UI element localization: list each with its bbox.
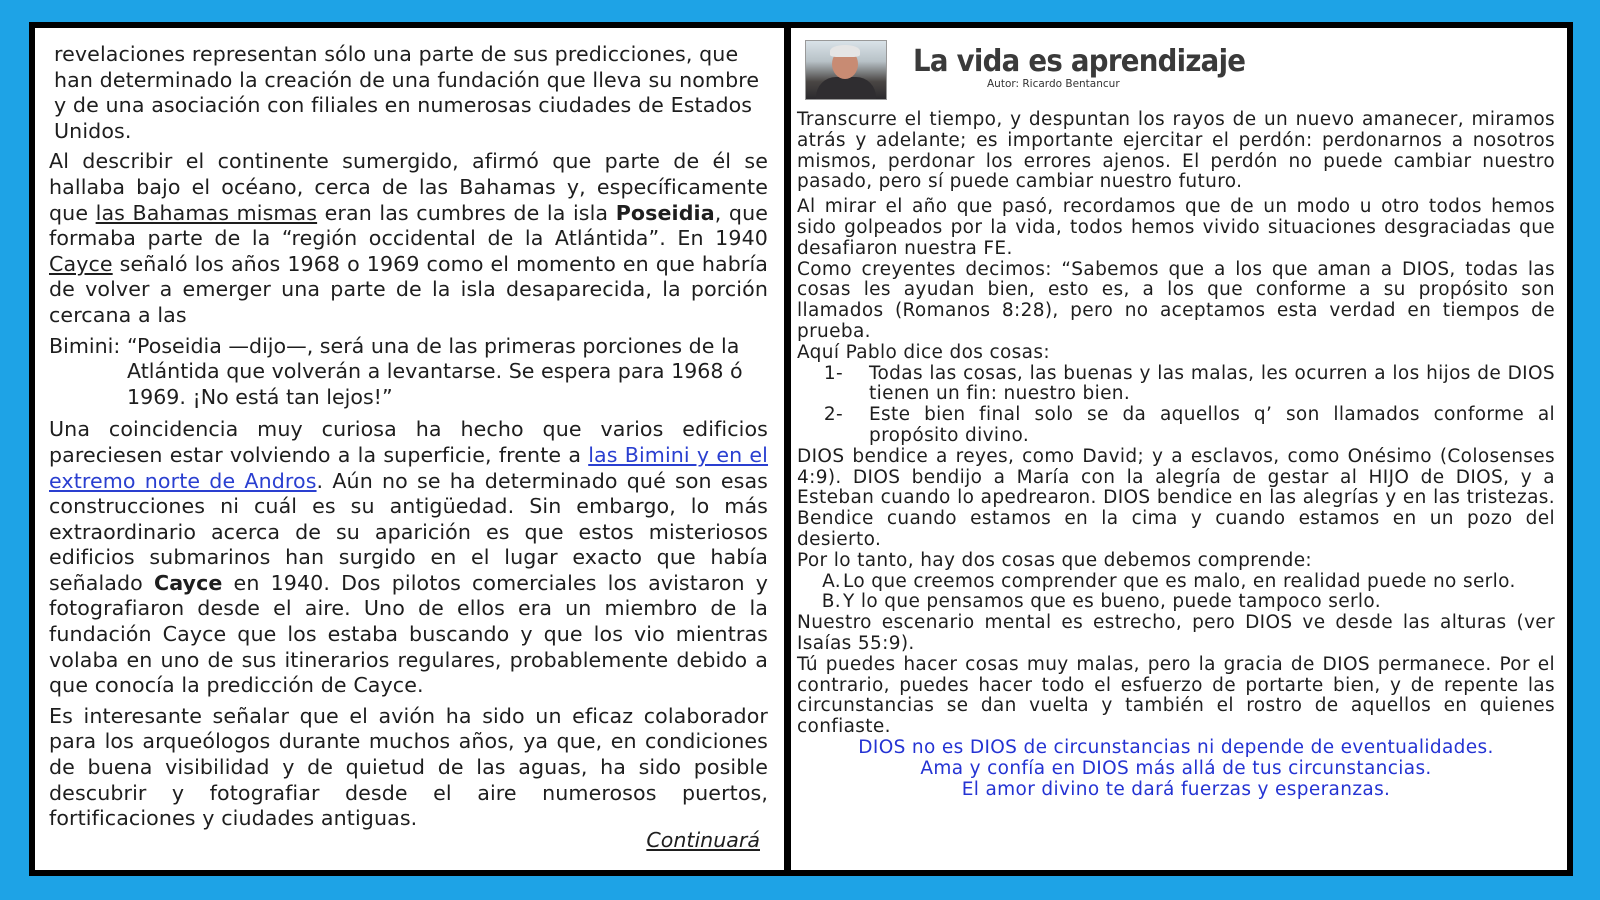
- article-title: La vida es aprendizaje: [913, 44, 1246, 79]
- paragraph: revelaciones representan sólo una parte de sus predicciones, que han determinado la creación de una fundación que lleva su nombre y de una asociación con filiales en numerosas ciudades de Estados Unidos.: [54, 42, 760, 143]
- paragraph: Tú puedes hacer cosas muy malas, pero la gracia de DIOS permanece. Por el contrario, puedes hacer todo el esfuerzo de portarte bien, y de repente las circunstancias se dan vuelta y también el rostro de aquellos en quienes confiaste.: [797, 653, 1555, 738]
- bimini-link[interactable]: las Bimini y en el extremo norte de Andros: [49, 442, 769, 493]
- paragraph: Aquí Pablo dice dos cosas:: [797, 341, 1050, 363]
- closing-line: DIOS no es DIOS de circunstancias ni depende de eventualidades.: [858, 736, 1494, 758]
- list-item: B. Y lo que pensamos que es bueno, puede tampoco serlo.: [821, 591, 1381, 613]
- page-frame: [29, 22, 1573, 876]
- quote-text: “Poseidia —dijo—, será una de las primeras porciones de la Atlántida que volverán a levantarse. Se espera para 1968 ó 1969. ¡No está tan lejos!”: [127, 333, 743, 409]
- poseidia-bold: Poseidia: [615, 200, 715, 225]
- left-column: [35, 28, 784, 870]
- list-item: A. Lo que creemos comprender que es malo, en realidad puede no serlo.: [822, 570, 1516, 592]
- continue-link[interactable]: Continuará: [646, 828, 760, 852]
- author-photo: [805, 40, 887, 100]
- paragraph: Una coincidencia muy curiosa ha hecho que varios edificios pareciesen estar volviendo a la superficie, frente a las Bimini y en el extremo norte de Andros. Aún no se ha determinado qué son esas construcciones ni cuál es su antigüedad. Sin embargo, lo más extraordinario acerca de su aparición es que estos misteriosos edificios submarinos han surgido en el lugar exacto que había señalado Cayce en 1940. Dos pilotos comerciales los avistaron y fotografiaron desde el aire. Uno de ellos era un miembro de la fundación Cayce que los estaba buscando y que los vio mientras volaba en uno de sus itinerarios regulares, probablemente debido a que conocía la predicción de Cayce.: [49, 417, 769, 698]
- article-author: Autor: Ricardo Bentancur: [987, 78, 1120, 90]
- paragraph: Por lo tanto, hay dos cosas que debemos comprende:: [797, 549, 1313, 571]
- paragraph: Al describir el continente sumergido, afirmó que parte de él se hallaba bajo el océano, cerca de las Bahamas y, específicamente que las Bahamas mismas eran las cumbres de la isla Poseidia, que formaba parte de la “región occidental de la Atlántida”. En 1940 Cayce señaló los años 1968 o 1969 como el momento en que habría de volver a emerger una parte de la isla desaparecida, la porción cercana a las: [49, 149, 768, 327]
- closing-line: El amor divino te dará fuerzas y esperanzas.: [961, 778, 1391, 800]
- quote-block: [49, 334, 768, 411]
- cayce-bold: Cayce: [153, 570, 223, 595]
- paragraph: Nuestro escenario mental es estrecho, pero DIOS ve desde las alturas (ver Isaías 55:9).: [797, 612, 1555, 654]
- bahamas-link[interactable]: las Bahamas mismas: [95, 200, 318, 225]
- paragraph: Como creyentes decimos: “Sabemos que a los que aman a DIOS, todas las cosas les ayudan bien, esto es, a los que conforme a su propósito son llamados (Romanos 8:28), pero no aceptamos esta verdad en tiempos de prueba.: [797, 258, 1555, 342]
- paragraph: Transcurre el tiempo, y despuntan los rayos de un nuevo amanecer, miramos atrás y adelante; es importante ejercitar el perdón: perdonarnos a nosotros mismos, perdonar los errores ajenos. El perdón no puede cambiar nuestro pasado, pero sí puede cambiar nuestro futuro.: [797, 109, 1555, 193]
- article-header: [805, 38, 1555, 110]
- paragraph: DIOS bendice a reyes, como David; y a esclavos, como Onésimo (Colosenses 4:9). DIOS bendijo a María con la alegría de gestar al HIJO de DIOS, y a Esteban cuando lo apedrearon. DIOS bendice en las alegrías y en las tristezas. Bendice cuando estamos en la cima y cuando estamos en un pozo del desierto.: [797, 445, 1555, 550]
- cayce-link[interactable]: Cayce: [49, 251, 113, 276]
- paragraph: Al mirar el año que pasó, recordamos que de un modo u otro todos hemos sido golpeados por la vida, todos hemos vivido situaciones desgraciadas que desafiaron nuestra FE.: [797, 196, 1555, 259]
- closing-line: Ama y confía en DIOS más allá de tus circunstancias.: [920, 757, 1432, 779]
- quote-label: Bimini:: [49, 333, 121, 358]
- paragraph: Es interesante señalar que el avión ha sido un eficaz colaborador para los arqueólogos durante muchos años, ya que, en condiciones de buena visibilidad y de quietud de las aguas, ha sido posible descubrir y fotografiar desde el aire numerosos puertos, fortificaciones y ciudades antiguas.: [49, 703, 768, 831]
- list-item: 2- Este bien final solo se da aquellos q’ son llamados conforme al propósito divino.: [823, 404, 1555, 446]
- list-item: 1- Todas las cosas, las buenas y las malas, les ocurren a los hijos de DIOS tienen un fin: nuestro bien.: [823, 362, 1555, 405]
- right-column: [791, 28, 1567, 870]
